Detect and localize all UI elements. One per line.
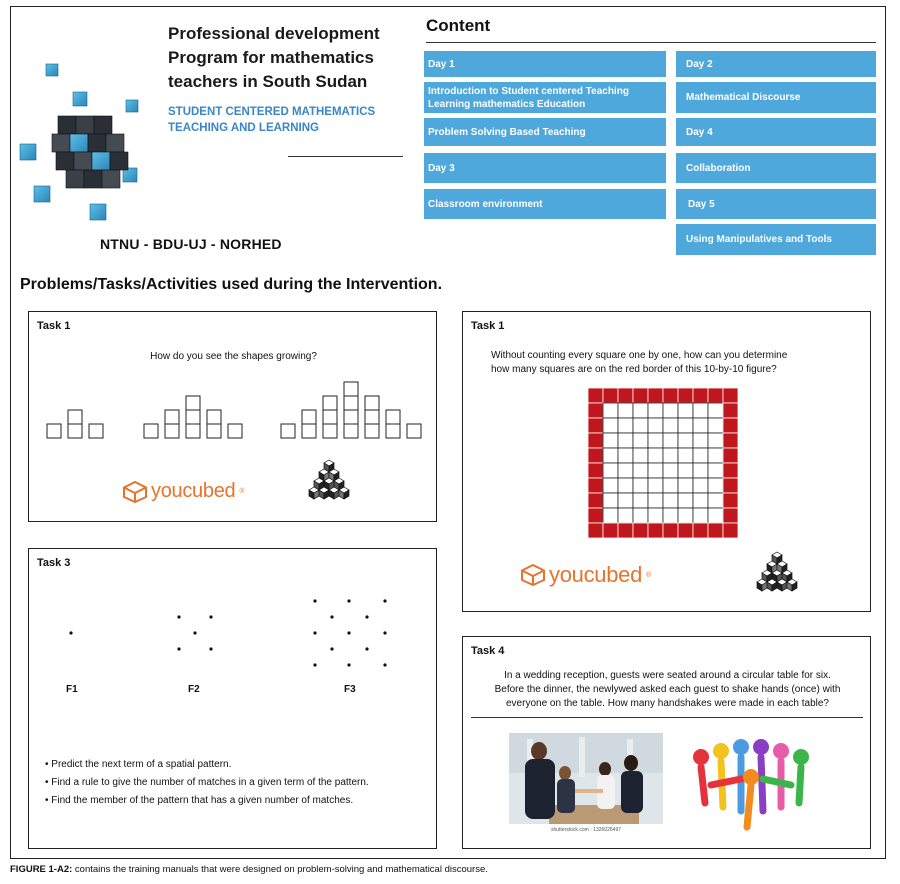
task1-shapes-panel [28,311,437,522]
grid-inner-square [633,433,648,448]
content-cell-classroom: Classroom environment [424,189,666,219]
content-cell-day4: Day 4 [676,118,876,146]
task3-pattern-panel [28,548,437,849]
grid-border-square [603,388,618,403]
handshake-photo [509,733,663,833]
photo-credit: shutterstock.com · 1326026497 [550,827,622,833]
dot-pattern-figure [29,589,438,679]
task3-bullet: • Predict the next term of a spatial pattern. [45,756,369,774]
grid-border-square [663,388,678,403]
task4-handshake-panel [462,636,871,849]
grid-border-square [588,403,603,418]
grid-inner-square [648,448,663,463]
grid-border-square [708,388,723,403]
grid-border-square [588,508,603,523]
grid-inner-square [633,478,648,493]
grid-inner-square [618,508,633,523]
content-cell-day3: Day 3 [424,153,666,183]
program-title: Professional development Program for mathematics teachers in South Sudan [168,24,380,91]
content-cell-manipulatives: Using Manipulatives and Tools [676,224,876,255]
grid-border-square [588,418,603,433]
grid-inner-square [678,433,693,448]
grid-inner-square [708,403,723,418]
grid-inner-square [678,418,693,433]
youcubed-logo-right: youcubed ® [521,562,651,588]
grid-border-square [618,388,633,403]
grid-border-square [588,388,603,403]
content-divider [426,42,876,43]
grid-inner-square [618,403,633,418]
grid-border-square [648,388,663,403]
grid-border-square [708,523,723,538]
grid-border-square [678,523,693,538]
organization-line: NTNU - BDU-UJ - NORHED [100,236,282,252]
grid-inner-square [678,403,693,418]
grid-inner-square [648,508,663,523]
grid-inner-square [693,403,708,418]
task4-prompt [463,669,872,711]
content-cell-discourse: Mathematical Discourse [676,82,876,113]
task1-right-prompt-line2: how many squares are on the red border of this 10-by-10 figure? [491,364,777,375]
grid-inner-square [663,478,678,493]
grid-border-square [648,523,663,538]
grid-inner-square [618,448,633,463]
grid-border-square [588,448,603,463]
grid-inner-square [603,433,618,448]
task4-prompt-line1: In a wedding reception, guests were seated around a circular table for six. [504,670,831,681]
grid-inner-square [693,448,708,463]
grid-border-square [588,523,603,538]
grid-border-square [723,448,738,463]
grid-border-square [723,463,738,478]
grid-border-square [588,478,603,493]
grid-inner-square [618,433,633,448]
ten-by-ten-grid-figure [588,388,738,538]
grid-inner-square [603,448,618,463]
grid-border-square [603,523,618,538]
grid-border-square [723,388,738,403]
grid-inner-square [648,403,663,418]
grid-border-square [723,403,738,418]
grid-inner-square [603,508,618,523]
grid-border-square [723,433,738,448]
grid-border-square [723,508,738,523]
grid-inner-square [618,493,633,508]
grid-inner-square [708,418,723,433]
task3-bullet: • Find the member of the pattern that has a given number of matches. [45,792,369,810]
grid-inner-square [633,493,648,508]
grid-inner-square [678,463,693,478]
grid-inner-square [693,478,708,493]
grid-inner-square [708,448,723,463]
task1-right-prompt-line1: Without counting every square one by one, how can you determine [491,350,788,361]
grid-inner-square [603,403,618,418]
content-cell-day2: Day 2 [676,51,876,77]
grid-inner-square [603,493,618,508]
task1-border-panel [462,311,871,612]
grid-inner-square [693,433,708,448]
content-cell-day1: Day 1 [424,51,666,77]
grid-inner-square [618,418,633,433]
grid-inner-square [633,448,648,463]
grid-inner-square [708,493,723,508]
task4-title: Task 4 [471,645,505,657]
grid-inner-square [603,463,618,478]
task3-title: Task 3 [37,557,71,569]
grid-border-square [633,388,648,403]
grid-border-square [588,493,603,508]
task4-prompt-line3: everyone on the table. How many handshakes were made in each table? [506,698,829,709]
youcubed-wordmark-right: youcubed [549,562,643,587]
grid-inner-square [693,418,708,433]
grid-inner-square [663,448,678,463]
grid-inner-square [648,463,663,478]
grid-inner-square [693,493,708,508]
grid-inner-square [708,508,723,523]
task3-bullet: • Find a rule to give the number of matches in a given term of the pattern. [45,774,369,792]
grid-inner-square [648,493,663,508]
content-cell-problem-solving: Problem Solving Based Teaching [424,118,666,146]
grid-border-square [693,388,708,403]
grid-border-square [588,463,603,478]
caption-text: contains the training manuals that were designed on problem-solving and mathematical discourse. [72,864,488,875]
youcubed-hex-icon [521,564,545,586]
task4-divider [471,717,863,718]
content-cell-intro: Introduction to Student centered Teaching Learning mathematics Education [424,82,666,113]
grid-inner-square [648,433,663,448]
figure-label-f2: F2 [188,684,200,695]
problems-heading: Problems/Tasks/Activities used during the Intervention. [20,276,443,293]
grid-border-square [618,523,633,538]
grid-inner-square [678,448,693,463]
grid-border-square [633,523,648,538]
growing-shapes-figure [29,372,438,447]
grid-border-square [723,523,738,538]
grid-inner-square [633,463,648,478]
grid-inner-square [663,463,678,478]
figure-label-f3: F3 [344,684,356,695]
task1-left-prompt: How do you see the shapes growing? [150,351,317,362]
grid-inner-square [633,418,648,433]
grid-inner-square [708,433,723,448]
figure-label-f1: F1 [66,684,78,695]
grid-inner-square [693,508,708,523]
grid-inner-square [663,508,678,523]
grid-border-square [588,433,603,448]
content-heading: Content [426,16,491,35]
grid-inner-square [633,508,648,523]
grid-inner-square [663,403,678,418]
grid-border-square [663,523,678,538]
grid-border-square [723,418,738,433]
cube-pyramid-icon-right [749,550,805,596]
grid-inner-square [648,478,663,493]
task1-left-title: Task 1 [37,320,71,332]
title-divider [288,156,403,157]
cube-pyramid-icon-left [301,458,357,504]
grid-inner-square [603,418,618,433]
grid-inner-square [618,463,633,478]
task1-right-prompt [491,349,787,377]
task3-bullet-list [45,756,369,810]
caption-label: FIGURE 1-A2: [10,864,73,875]
cube-logo-icon [18,40,148,230]
task1-right-title: Task 1 [471,320,505,332]
grid-inner-square [618,478,633,493]
grid-border-square [678,388,693,403]
program-subtitle: STUDENT CENTERED MATHEMATICS TEACHING AND LEARNING [168,106,376,134]
youcubed-wordmark-left: youcubed [151,480,236,502]
grid-inner-square [603,478,618,493]
grid-inner-square [678,508,693,523]
grid-border-square [693,523,708,538]
grid-inner-square [648,418,663,433]
youcubed-hex-icon [123,481,147,503]
grid-inner-square [678,493,693,508]
youcubed-logo-left: youcubed ® [123,480,244,503]
grid-inner-square [708,463,723,478]
colorful-figures-illustration [681,737,827,833]
content-cell-collaboration: Collaboration [676,153,876,183]
grid-inner-square [663,418,678,433]
grid-border-square [723,493,738,508]
task4-prompt-line2: Before the dinner, the newlywed asked each guest to shake hands (once) with [494,684,841,695]
grid-inner-square [678,478,693,493]
grid-inner-square [693,463,708,478]
grid-inner-square [663,433,678,448]
figure-caption [10,864,488,875]
grid-inner-square [663,493,678,508]
content-cell-day5: Day 5 [676,189,876,219]
grid-border-square [723,478,738,493]
grid-inner-square [633,403,648,418]
grid-inner-square [708,478,723,493]
